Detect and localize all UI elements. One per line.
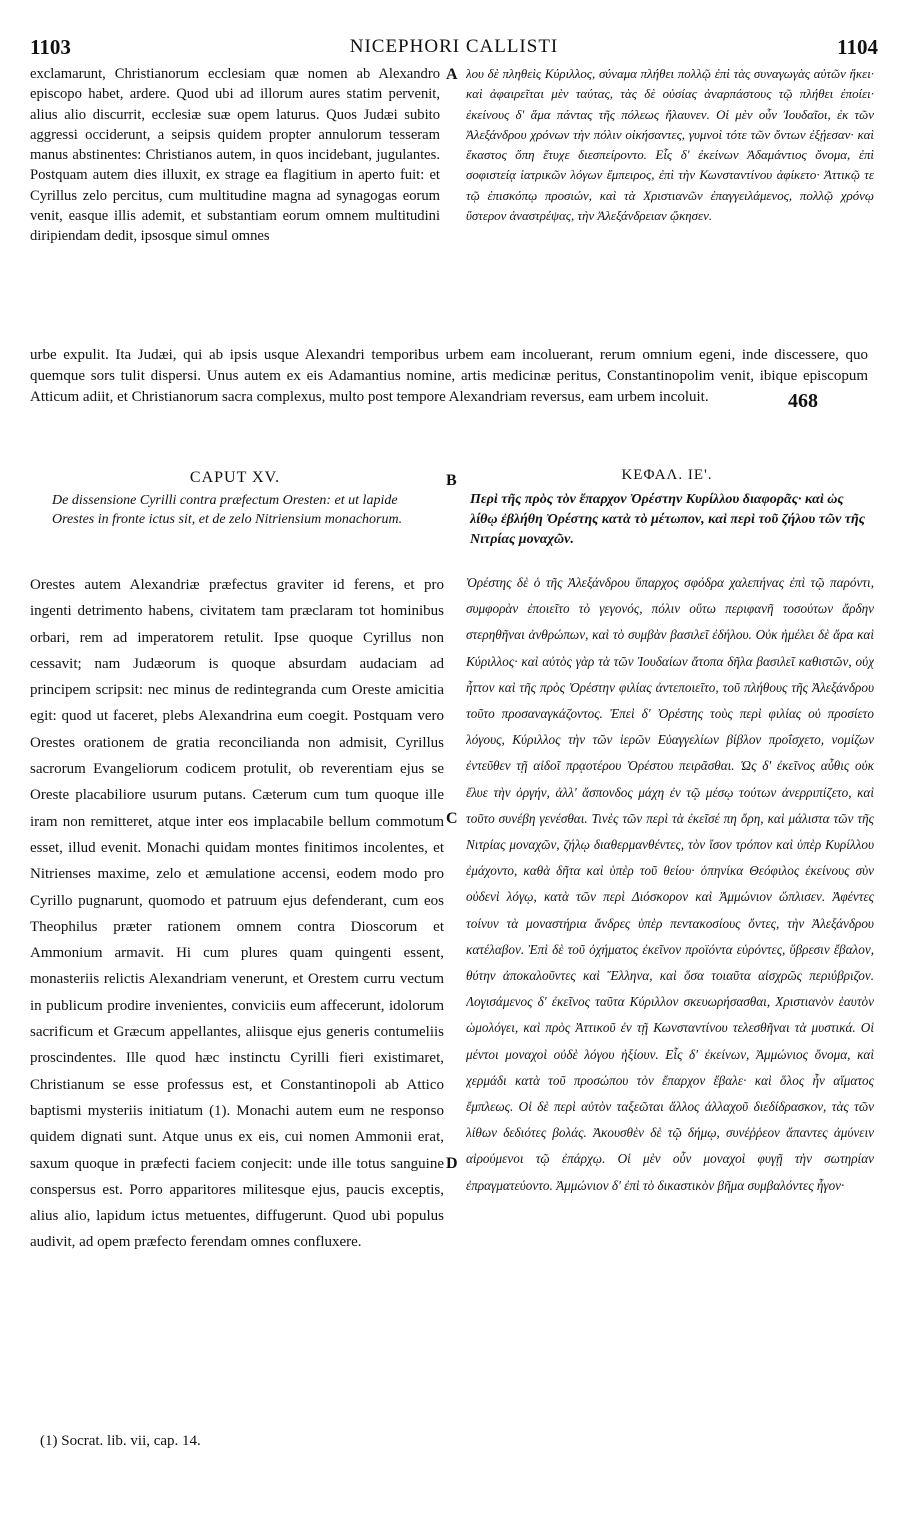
chapter-summary-greek: Περὶ τῆς πρὸς τὸν ἔπαρχον Ὀρέστην Κυρίλλου διαφορᾶς· καὶ ὡς λίθῳ ἐβλήθη Ὀρέστης κατὰ τὸ μέτωπον, καὶ περὶ τοῦ ζήλου τῶν τῆς Νιτρίας μοναχῶν. <box>470 492 865 547</box>
margin-marker-d: D <box>446 1155 458 1172</box>
chapter-title-latin: CAPUT XV. <box>189 469 281 486</box>
margin-marker-b: B <box>446 472 457 489</box>
page-number-left: 1103 <box>30 35 71 59</box>
greek-column-top: λου δὲ πληθεὶς Κύριλλος, σύναμα πλήθει πολλῷ ἐπὶ τὰς συναγωγὰς αὐτῶν ἥκει· καὶ ἀφαιρεῖται μὲν ταύτας, τὰς δὲ οὐσίας ἀναρπάστους τῷ πλήθει ἐποίει· ἐκείνους δ' ἅμα πάντας τῆς πόλεως ἤλαυνεν. Οἱ μὲν οὖν Ἰουδαῖοι, ἐκ τῶν Ἀλεξάνδρου χρόνων τὴν πόλιν οἰκήσαντες, γυμνοὶ τότε τῶν ὄντων ἐξῄεσαν· καὶ ἕκαστος ὅπη ἔτυχε διεσπείροντο. Εἷς δ' ἐκείνων Ἀδαμάντιος ὄνομα, ἐπὶ σοφιστείᾳ ἰατρικῶν λόγων ἔμπειρος, ἐπὶ τὴν Κωνσταντίνου ἀφίκετο· Ἀττικῷ τε τῷ ἐπισκόπῳ προσιών, καὶ τὰ Χριστιανῶν ἐπαγγειλάμενος, πολλῷ χρόνῳ ὕστερον ἀναστρέψας, τὴν Ἀλεξάνδρειαν ᾤκησεν. <box>466 67 874 224</box>
latin-column-top: exclamarunt, Christianorum ecclesiam quæ nomen ab Alexandro episcopo habet, ardere. Quod ubi ad illorum aures statim pervenit, alius alio discurrit, ecclesiæ suæ opem laturus. Quos Judæi subito aggressi occiderunt, a seipsis quidem propter annulorum tesseram manus abstinentes: Christianos autem, in quos incidebant, jugulantes. Postquam autem dies illuxit, ex strage ea flagitium in aperto fuit: et Cyrillus zelo percitus, cum multitudine magna ad synagogas eorum venit, easque illis ademit, et substantiam eorum omnem multitudini diripiendam dedit, ipsosque simul omnes <box>30 66 440 245</box>
page-reference-number: 468 <box>788 390 818 412</box>
greek-column-body: Ὀρέστης δὲ ὁ τῆς Ἀλεξάνδρου ὕπαρχος σφόδρα χαλεπήνας ἐπὶ τῷ παρόντι, συμφορὰν ἐποιεῖτο τὸ γεγονός, πόλιν οὕτω περιφανῆ τοσούτων ἄρδην στερηθῆναι ἀνθρώπων, καὶ τὸ συμβὰν βασιλεῖ ἐδήλου. Οὐκ ἠμέλει δὲ ἄρα καὶ Κύριλλος· καὶ αὐτὸς γὰρ τὰ τῶν Ἰουδαίων ἄτοπα δῆλα βασιλεῖ καθιστῶν, οὐχ ἧττον καὶ τῆς πρὸς Ὀρέστην φιλίας ἀντεποιεῖτο, τοῦ πλήθους τῆς Ἀλεξάνδρου τοῦτο προσαναγκάζοντος. Ἐπεὶ δ' Ὀρέστης τοὺς περὶ φιλίας οὐ προσίετο λόγους, Κύριλλος τὴν τῶν ἱερῶν Εὐαγγελίων βίβλον προΐσχετο, νομίζων ἐντεῦθεν τῇ αἰδοῖ πρᾳοτέρου Ὀρέστου πειρᾶσθαι. Ὡς δ' ἐκεῖνος αὖθις οὐκ ἔλυε τὴν ὀργήν, ἀλλ' ἄσπονδος μάχη ἐν τῷ μέσῳ τούτων ἀνερριπίζετο, καὶ τοῦτο συνέβη γενέσθαι. Τινὲς τῶν περὶ τὰ ἐκεῖσέ πη ὄρη, καὶ μάλιστα τῶν τῆς Νιτρίας μοναχῶν, ζήλῳ διαθερμανθέντες, τὸν ἴσον τρόπον καὶ ὑπὲρ Κυρίλλου ἐμάχοντο, καθὰ δῆτα καὶ ὑπὲρ τοῦ θείου· ὁπηνίκα Θεόφιλος ἐκείνους σὺν οὐδενὶ λόγῳ, κατὰ τῶν περὶ Διόσκορον καὶ Ἀμμώνιον ὥπλισεν. Ἀφέντες τοίνυν τὰ μοναστήρια ἄνδρες ὑπὲρ πεντακοσίους ὄντες, τὴν Ἀλεξάνδρου κατέλαβον. Ἐπὶ δὲ τοῦ ὀχήματος ἐκεῖνον προϊόντα εὑρόντες, ὕβρεσιν ἔβαλον, θύτην ἀποκαλοῦντες καὶ Ἕλληνα, καὶ ὅσα τοιαῦτα αἰσχρῶς περιύβριζον. Λογισάμενος δ' ἐκεῖνος ταῦτα Κύριλλον σκευωρήσασθαι, Χριστιανὸν ἑαυτὸν ὡμολόγει, καὶ πρὸς Ἀττικοῦ ἐν τῇ Κωνσταντίνου τελεσθῆναι τὰ μυστικά. Οἱ μέντοι μοναχοὶ οὐδὲ λόγου ἠξίουν. Εἷς δ' ἐκείνων, Ἀμμώνιος ὄνομα, καὶ χερμάδι κατὰ τοῦ προσώπου τὸν ἔπαρχον ἔβαλε· καὶ ὅλος ἦν αἵματος ἔμπλεως. Οἱ δὲ περὶ αὐτὸν ταξεῶται ἄλλος ἀλλαχοῦ διεδίδρασκον, τὰς τῶν λίθων δεδιότες βολάς. Ἀκουσθὲν δὲ τῷ δήμῳ, συνέῤῥεον ἅπαντες ἀμύνειν αἱρούμενοι τῷ ἐπάρχῳ. Οἱ μὲν οὖν μοναχοὶ φυγῇ τὴν σωτηρίαν ἐπραγματεύοντο. Ἀμμώνιον δ' ἐπὶ τὸ δικαστικὸν βῆμα συμβαλόντες ἦγον· <box>466 575 874 1193</box>
footnote: (1) Socrat. lib. vii, cap. 14. <box>40 1433 201 1449</box>
running-header <box>30 34 878 60</box>
latin-column-body: Orestes autem Alexandriæ præfectus graviter id ferens, et pro ingenti detrimento habens, civitatem tam præclaram tot hominibus orbari, rem ad imperatorem retulit. Ipse quoque Cyrillus non cessavit; nam Judæorum is quoque absurdam audaciam ad principem scripsit: nec minus de redintegranda cum Oreste amicitia egit: quod ut faceret, plebs Alexandrina eum coegit. Postquam vero Orestes orationem de gratia reconcilianda non admisit, Cyrillus sacrorum Evangeliorum codicem protulit, ob reverentiam ejus se Oreste placabiliore usurum putans. Cæterum cum tum quoque ille iram non remitteret, atque inter eos implacabile bellum commotum esset, illud evenit. Monachi quidam montes finitimos incolentes, et Nitrienses maxime, zelo et æmulatione accensi, eodem modo pro Cyrillo pugnarunt, quomodo et patruum ejus defenderant, cum eos Theophilus præter rationem omnem contra Dioscorum et Ammonium armavit. Hi cum plures quam quingenti essent, monasteriis relictis Alexandriam venerunt, et Orestem curru vectum in publicum prodire invenientes, conviciis eum affecerunt, idolorum sacrificum et Græcum appellantes, aliisque ejus generis contumeliis proscindentes. Ille quod hæc instinctu Cyrilli fieri existimaret, Christianum se esse professus est, et Constantinopoli ab Attico baptismi mysteriis initiatum (1). Monachi autem eum ne responso quidem dignati sunt. Atque unus ex eis, cui nomen Ammonii erat, saxum quoque in præfecti faciem conjecit: unde ille totus sanguine conspersus est. Porro apparitores militesque ejus, paucis exceptis, alius alio, lapidum ictus metuentes, diffugerunt. Quod ubi populus audivit, ad opem præfecto ferendam omnes confluxere. <box>30 577 444 1251</box>
margin-marker-a: A <box>446 66 458 83</box>
chapter-summary-latin: De dissensione Cyrilli contra præfectum Oresten: et ut lapide Orestes in fronte ictus sit, et de zelo Nitriensium monachorum. <box>52 493 403 527</box>
latin-full-width-paragraph: urbe expulit. Ita Judæi, qui ab ipsis usque Alexandri temporibus urbem eam incoluerant, rerum omnium egeni, inde discessere, quo quemque sors tulit dispersi. Unus autem ex eis Adamantius nomine, artis medicinæ peritus, Constantinopolim venit, ibique episcopum Atticum adiit, et Christianorum sacra complexus, multo post tempore Alexandriam reversus, eam urbem incoluit. <box>30 347 868 405</box>
page-number-right: 1104 <box>837 35 878 59</box>
margin-marker-c: C <box>446 810 458 827</box>
running-title: NICEPHORI CALLISTI <box>349 36 559 57</box>
chapter-title-greek: ΚΕΦΑΛ. ΙΕ'. <box>621 467 713 483</box>
